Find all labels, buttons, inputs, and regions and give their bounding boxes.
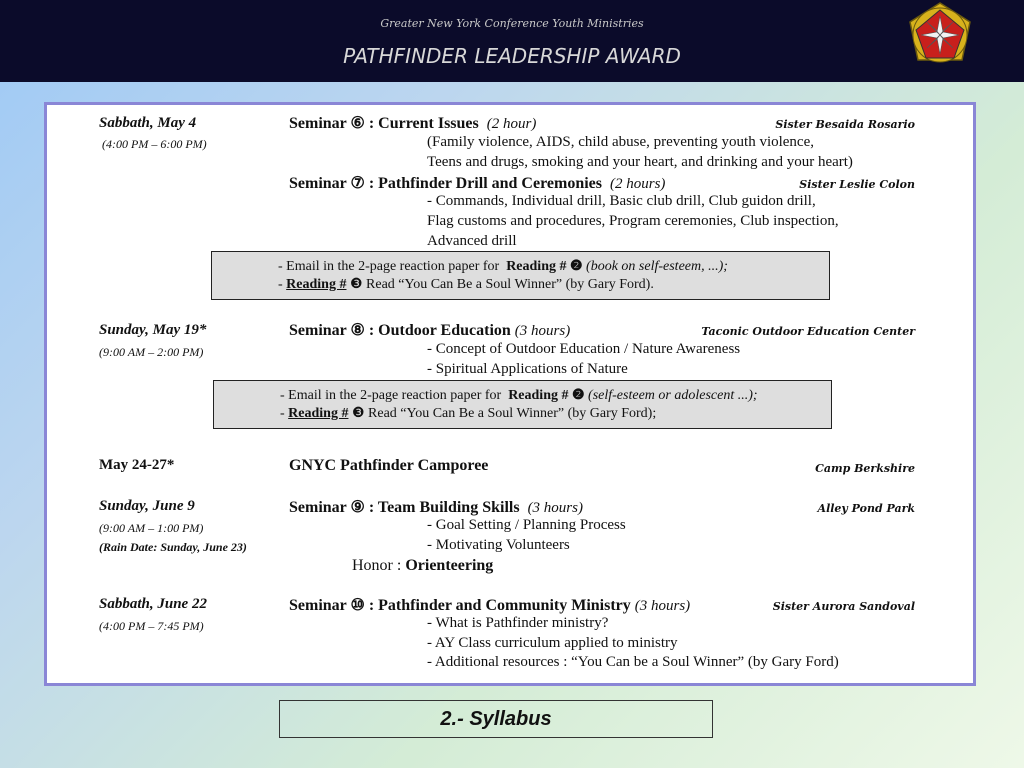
event-date: Sunday, June 9 [99, 498, 195, 514]
seminar-duration: (3 hours) [527, 500, 583, 516]
event-time: (4:00 PM – 6:00 PM) [102, 137, 207, 151]
seminar-detail: - Spiritual Applications of Nature [427, 361, 628, 377]
seminar-duration: (2 hour) [486, 116, 537, 132]
seminar-detail: - AY Class curriculum applied to ministry [427, 635, 678, 651]
assignment-line: - Reading # ❸ Read “You Can Be a Soul Winner” (by Gary Ford); [280, 406, 657, 421]
seminar-title: Seminar ⑥ : Current Issues (2 hour) [289, 115, 537, 132]
event-date: May 24-27* [99, 457, 175, 473]
header-title: PATHFINDER LEADERSHIP AWARD [343, 44, 681, 68]
assignment-line: - Email in the 2-page reaction paper for Reading # ❷ (self-esteem or adolescent ...); [280, 388, 758, 403]
seminar-detail: Advanced drill [427, 233, 517, 249]
honor-line: Honor : Orienteering [352, 557, 494, 574]
seminar-detail: Teens and drugs, smoking and your heart, and drinking and your heart) [427, 154, 853, 170]
seminar-detail: Flag customs and procedures, Program ceremonies, Club inspection, [427, 213, 839, 229]
pathfinder-emblem-icon [908, 2, 972, 68]
assignment-line: - Reading # ❸ Read “You Can Be a Soul Winner” (by Gary Ford). [278, 277, 654, 292]
event-date: Sunday, May 19* [99, 322, 207, 338]
assignment-box [213, 380, 832, 429]
seminar-speaker: Sister Aurora Sandoval [772, 600, 915, 613]
seminar-title: Seminar ⑨ : Team Building Skills (3 hours) [289, 499, 583, 516]
event-time: (4:00 PM – 7:45 PM) [99, 619, 204, 633]
seminar-title: Seminar ⑧ : Outdoor Education (3 hours) [289, 322, 571, 339]
event-date: Sabbath, May 4 [99, 115, 197, 131]
header-subtitle: Greater New York Conference Youth Ministries [380, 17, 644, 30]
seminar-title: Seminar ⑩ : Pathfinder and Community Ministry (3 hours) [289, 597, 691, 614]
seminar-duration: (2 hours) [610, 176, 666, 192]
seminar-location: Alley Pond Park [817, 502, 915, 515]
event-rain-date: (Rain Date: Sunday, June 23) [99, 540, 247, 554]
seminar-speaker: Sister Leslie Colon [799, 178, 915, 191]
seminar-detail: - Commands, Individual drill, Basic club drill, Club guidon drill, [427, 193, 816, 209]
seminar-title: Seminar ⑦ : Pathfinder Drill and Ceremonies (2 hours) [289, 175, 666, 192]
assignment-box [211, 251, 830, 300]
seminar-duration: (3 hours) [514, 323, 571, 339]
event-time: (9:00 AM – 2:00 PM) [99, 345, 204, 359]
assignment-line: - Email in the 2-page reaction paper for Reading # ❷ (book on self-esteem, ...); [278, 259, 728, 274]
seminar-detail: - Goal Setting / Planning Process [427, 517, 626, 533]
slide-caption: 2.- Syllabus [279, 700, 713, 738]
event-title: GNYC Pathfinder Camporee [289, 457, 489, 474]
event-location: Camp Berkshire [815, 462, 915, 475]
event-date: Sabbath, June 22 [99, 596, 207, 612]
seminar-speaker: Taconic Outdoor Education Center [701, 325, 915, 338]
seminar-detail: - Motivating Volunteers [427, 537, 570, 553]
header-banner [0, 0, 1024, 82]
syllabus-sheet [44, 102, 976, 686]
seminar-detail: (Family violence, AIDS, child abuse, preventing youth violence, [427, 134, 814, 150]
seminar-duration: (3 hours) [634, 598, 691, 614]
seminar-speaker: Sister Besaida Rosario [775, 118, 915, 131]
event-time: (9:00 AM – 1:00 PM) [99, 521, 204, 535]
seminar-detail: - What is Pathfinder ministry? [427, 615, 609, 631]
seminar-detail: - Concept of Outdoor Education / Nature Awareness [427, 341, 741, 357]
seminar-detail: - Additional resources : “You Can be a Soul Winner” (by Gary Ford) [427, 654, 839, 670]
